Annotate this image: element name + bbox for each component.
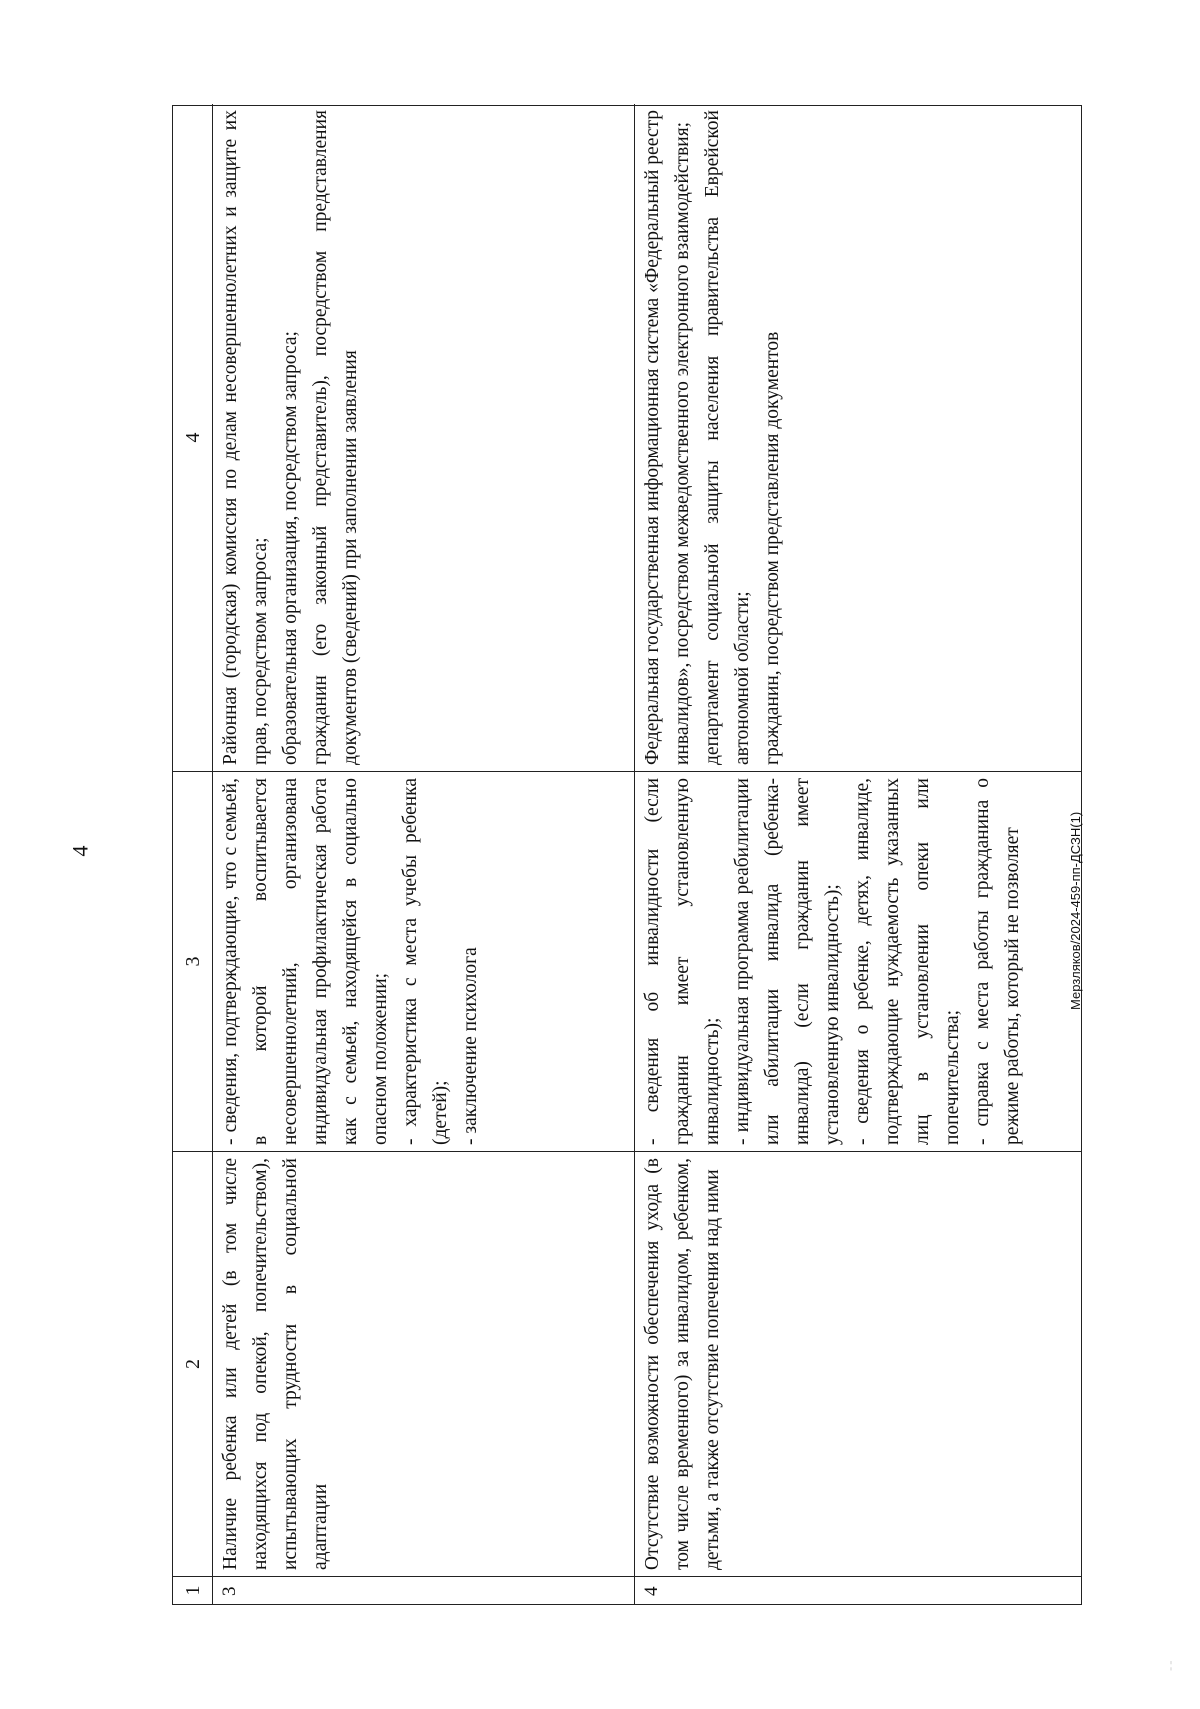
row-4-source-item: Федеральная государственная информационная система «Федеральный реестр инвалидов», посредством межведомственного электронного взаимодействия; <box>642 110 693 765</box>
row-3-document-item: - сведения, подтверждающие, что с семьей, в которой воспитывается несовершеннолетний, организована индивидуальная профилактическая работа как с семьей, находящейся в социально опасном положении; <box>220 778 391 1145</box>
page-number: 4 <box>67 845 93 857</box>
row-3-criterion: Наличие ребенка или детей (в том числе находящихся под опекой, попечительством), испытывающих трудности в социальной адаптации <box>213 1151 635 1576</box>
row-4-document-item: - сведения об инвалидности (если гражданин имеет установленную инвалидность); <box>642 778 723 1145</box>
criteria-table <box>172 105 1082 1605</box>
row-4-sources <box>635 104 1081 771</box>
row-4-source-item: гражданин, посредством представления документов <box>762 331 783 765</box>
row-3-source-item: гражданин (его законный представитель), посредством представления документов (сведений) при заполнении заявления <box>310 110 361 765</box>
row-3-source-item: Районная (городская) комиссия по делам несовершеннолетних и защите их прав, посредством запроса; <box>220 110 271 765</box>
header-cell-3: 3 <box>173 771 213 1151</box>
row-4-number: 4 <box>635 1576 1081 1604</box>
row-3-source-item: образовательная организация, посредством запроса; <box>280 331 301 765</box>
row-4-criterion: Отсутствие возможности обеспечения ухода (в том числе временного) за инвалидом, ребенком, детьми, а также отсутствие попечения над ними <box>635 1151 1081 1576</box>
row-3-number: 3 <box>213 1576 635 1604</box>
row-3-sources <box>213 104 635 771</box>
header-cell-1: 1 <box>173 1576 213 1604</box>
document-code: Мерзляков/2024-459-пп-ДСЗН(1) <box>1068 811 1083 1010</box>
row-3-documents <box>213 771 635 1151</box>
row-4-source-item: департамент социальной защиты населения правительства Еврейской автономной области; <box>702 110 753 765</box>
row-3-document-item: - заключение психолога <box>460 947 481 1145</box>
row-4-document-item: - справка с места работы гражданина о режиме работы, который не позволяет <box>972 778 1023 1145</box>
row-3-document-item: - характеристика с места учебы ребенка (детей); <box>400 778 451 1145</box>
row-4-documents <box>635 771 1081 1151</box>
header-cell-2: 2 <box>173 1151 213 1576</box>
header-cell-4: 4 <box>173 104 213 771</box>
scan-artifact: ¦ <box>1170 1660 1173 1671</box>
row-4-document-item: - индивидуальная программа реабилитации или абилитации инвалида (ребенка-инвалида) (если гражданин имеет установленную инвалидность); <box>732 778 843 1145</box>
row-4-document-item: - сведения о ребенке, детях, инвалиде, подтверждающие нуждаемость указанных лиц в установлении опеки или попечительства; <box>852 778 963 1145</box>
